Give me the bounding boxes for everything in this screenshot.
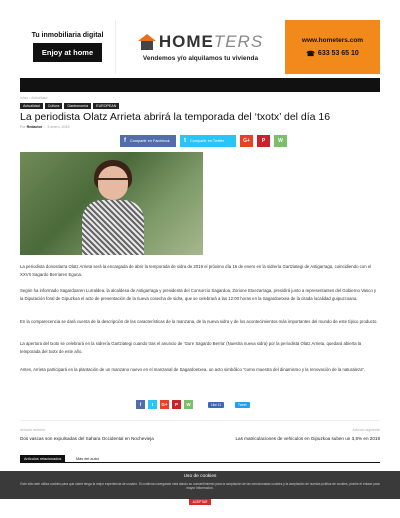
- article-meta: [20, 125, 70, 129]
- banner-ad[interactable]: [20, 20, 380, 74]
- share-whatsapp-small-button[interactable]: [184, 400, 193, 409]
- share-googleplus-small-button[interactable]: [160, 400, 169, 409]
- tweet-button[interactable]: Tweet: [235, 402, 250, 408]
- category-tag-cultura[interactable]: Cultura: [45, 103, 63, 109]
- meta-prefix: Por: [20, 125, 26, 129]
- share-twitter-small-button[interactable]: [148, 400, 157, 409]
- breadcrumb[interactable]: Inicio › Actualidad: [20, 96, 48, 100]
- portrait-figure: [78, 160, 148, 255]
- article-paragraph: Según ha informado Sagardoaren Lurraldea, la alcaldesa de Astigarraga y presidenta del Consorcio Sagardoa, Zorione Etxezarraga, presidirá junto a representantes del Gobierno Vasco y la Diputación foral de Gipuzkoa el acto de presentación de la nueva cosecha de sidra, que se celebrará a las 12:00 horas en la Sagardoetxea de la citada localidad guipuzcoana.: [20, 288, 377, 301]
- category-tag-actualidad[interactable]: Actualidad: [20, 103, 43, 109]
- cookie-banner: [0, 471, 400, 504]
- banner-phone: [306, 50, 359, 58]
- banner-left: [20, 20, 115, 74]
- share-whatsapp-button[interactable]: [274, 135, 287, 147]
- googleplus-icon: G+: [243, 138, 250, 144]
- article-title: La periodista Olatz Arrieta abrirá la temporada del ‘txotx’ del día 16: [20, 111, 331, 123]
- article-paragraph: En la comparecencia se dará cuenta de la descripción de las características de la manzana, de la nueva sidra y de los acontecimientos más importantes del mundo de este típico producto.: [20, 319, 378, 324]
- article-photo: [20, 152, 203, 255]
- share-facebook-button[interactable]: [120, 135, 176, 147]
- category-tag-gastronomia[interactable]: Gastronomía: [64, 103, 91, 109]
- article-author[interactable]: Redactor: [26, 125, 43, 129]
- share-twitter-label: Compartir en Twitter: [190, 139, 225, 143]
- tab-more-from-author[interactable]: Más del autor: [76, 457, 100, 461]
- pinterest-icon: P: [174, 402, 178, 407]
- logo-accent-text: TERS: [213, 32, 264, 51]
- cookie-text: Este sitio web utiliza cookies para que usted tenga la mejor experiencia de usuario. Si continúa navegando está dando su consentimiento para la aceptación de las mencionadas cookies y la aceptación de nuestra política de cookies, pinche el enlace para mayor información.: [20, 482, 380, 490]
- enjoy-at-home-label: Enjoy at home: [33, 43, 102, 62]
- article-paragraph: Antes, Arrieta participará en la plantación de un manzano nuevo en el manzanal de Sagardoetxea, un acto simbólico “como muestra del dinamismo y la renovación de la naturaleza”.: [20, 367, 366, 372]
- twitter-icon: t: [151, 402, 154, 407]
- share-buttons-top: [120, 135, 287, 147]
- share-buttons-bottom: [136, 400, 250, 409]
- cookie-title: Uso de cookies: [183, 474, 217, 479]
- previous-article-link[interactable]: Dos vascas son expulsadas del Sahara Occidental en Nochevieja: [20, 436, 154, 441]
- facebook-like-button[interactable]: Like 11: [208, 402, 224, 408]
- share-twitter-button[interactable]: [180, 135, 236, 147]
- share-googleplus-button[interactable]: [240, 135, 253, 147]
- pinterest-icon: P: [261, 138, 266, 144]
- cookie-accept-button[interactable]: ACEPTAR: [189, 499, 212, 505]
- next-article-label: Artículo siguiente: [352, 428, 380, 432]
- article-paragraph: La periodista donostiarra Olatz Arrieta será la encargada de abrir la temporada de sidra de 2019 el próximo día 16 de enero en la sidrería Gartziategi de Astigarraga, coincidiendo con el XXVII Sagardo Berriaren Eguna.: [20, 264, 372, 277]
- facebook-icon: f: [139, 402, 142, 407]
- banner-tagline: Tu inmobiliaria digital: [31, 32, 104, 39]
- share-pinterest-button[interactable]: [257, 135, 270, 147]
- category-tag-european[interactable]: EUROPEAN: [93, 103, 119, 109]
- banner-url: www.hometers.com: [301, 36, 364, 44]
- article-paragraph: La apertura del txotx se celebrará en la sidrería Gartziategi cuando tras el anuncio de ‘Gure Sagardo Berria’ (Nuestra nueva sidra) por la periodista Olatz Arrieta, quedará abierta la temporada del txotx de este año.: [20, 341, 362, 354]
- next-article-link[interactable]: Las matriculaciones de vehículos en Gipuzkoa suben un 3,5% en 2018: [235, 436, 380, 441]
- whatsapp-icon: W: [186, 402, 191, 407]
- meta-separator: -: [43, 125, 47, 129]
- share-facebook-small-button[interactable]: [136, 400, 145, 409]
- divider: [20, 420, 380, 421]
- share-pinterest-small-button[interactable]: [172, 400, 181, 409]
- phone-icon: ☎: [306, 50, 315, 58]
- category-tags: [20, 103, 119, 109]
- twitter-icon: t: [184, 138, 186, 144]
- googleplus-icon: G+: [161, 402, 168, 407]
- logo-main-text: HOME: [158, 32, 214, 51]
- tab-related-articles[interactable]: Artículos relacionados: [20, 455, 65, 463]
- whatsapp-icon: W: [278, 138, 283, 144]
- banner-middle: [115, 20, 285, 74]
- article-date: 3 enero, 2019: [47, 125, 70, 129]
- banner-right: [285, 20, 380, 74]
- share-facebook-label: Compartir en Facebook: [130, 139, 170, 143]
- house-icon: [138, 34, 156, 50]
- main-navigation-bar[interactable]: [20, 78, 380, 92]
- previous-article-label: Artículo anterior: [20, 428, 46, 432]
- banner-phone-number: 633 53 65 10: [317, 50, 359, 57]
- hometers-logo: [138, 32, 263, 52]
- facebook-icon: f: [124, 138, 126, 144]
- banner-slogan: Vendemos y/o alquilamos tu vivienda: [142, 55, 259, 62]
